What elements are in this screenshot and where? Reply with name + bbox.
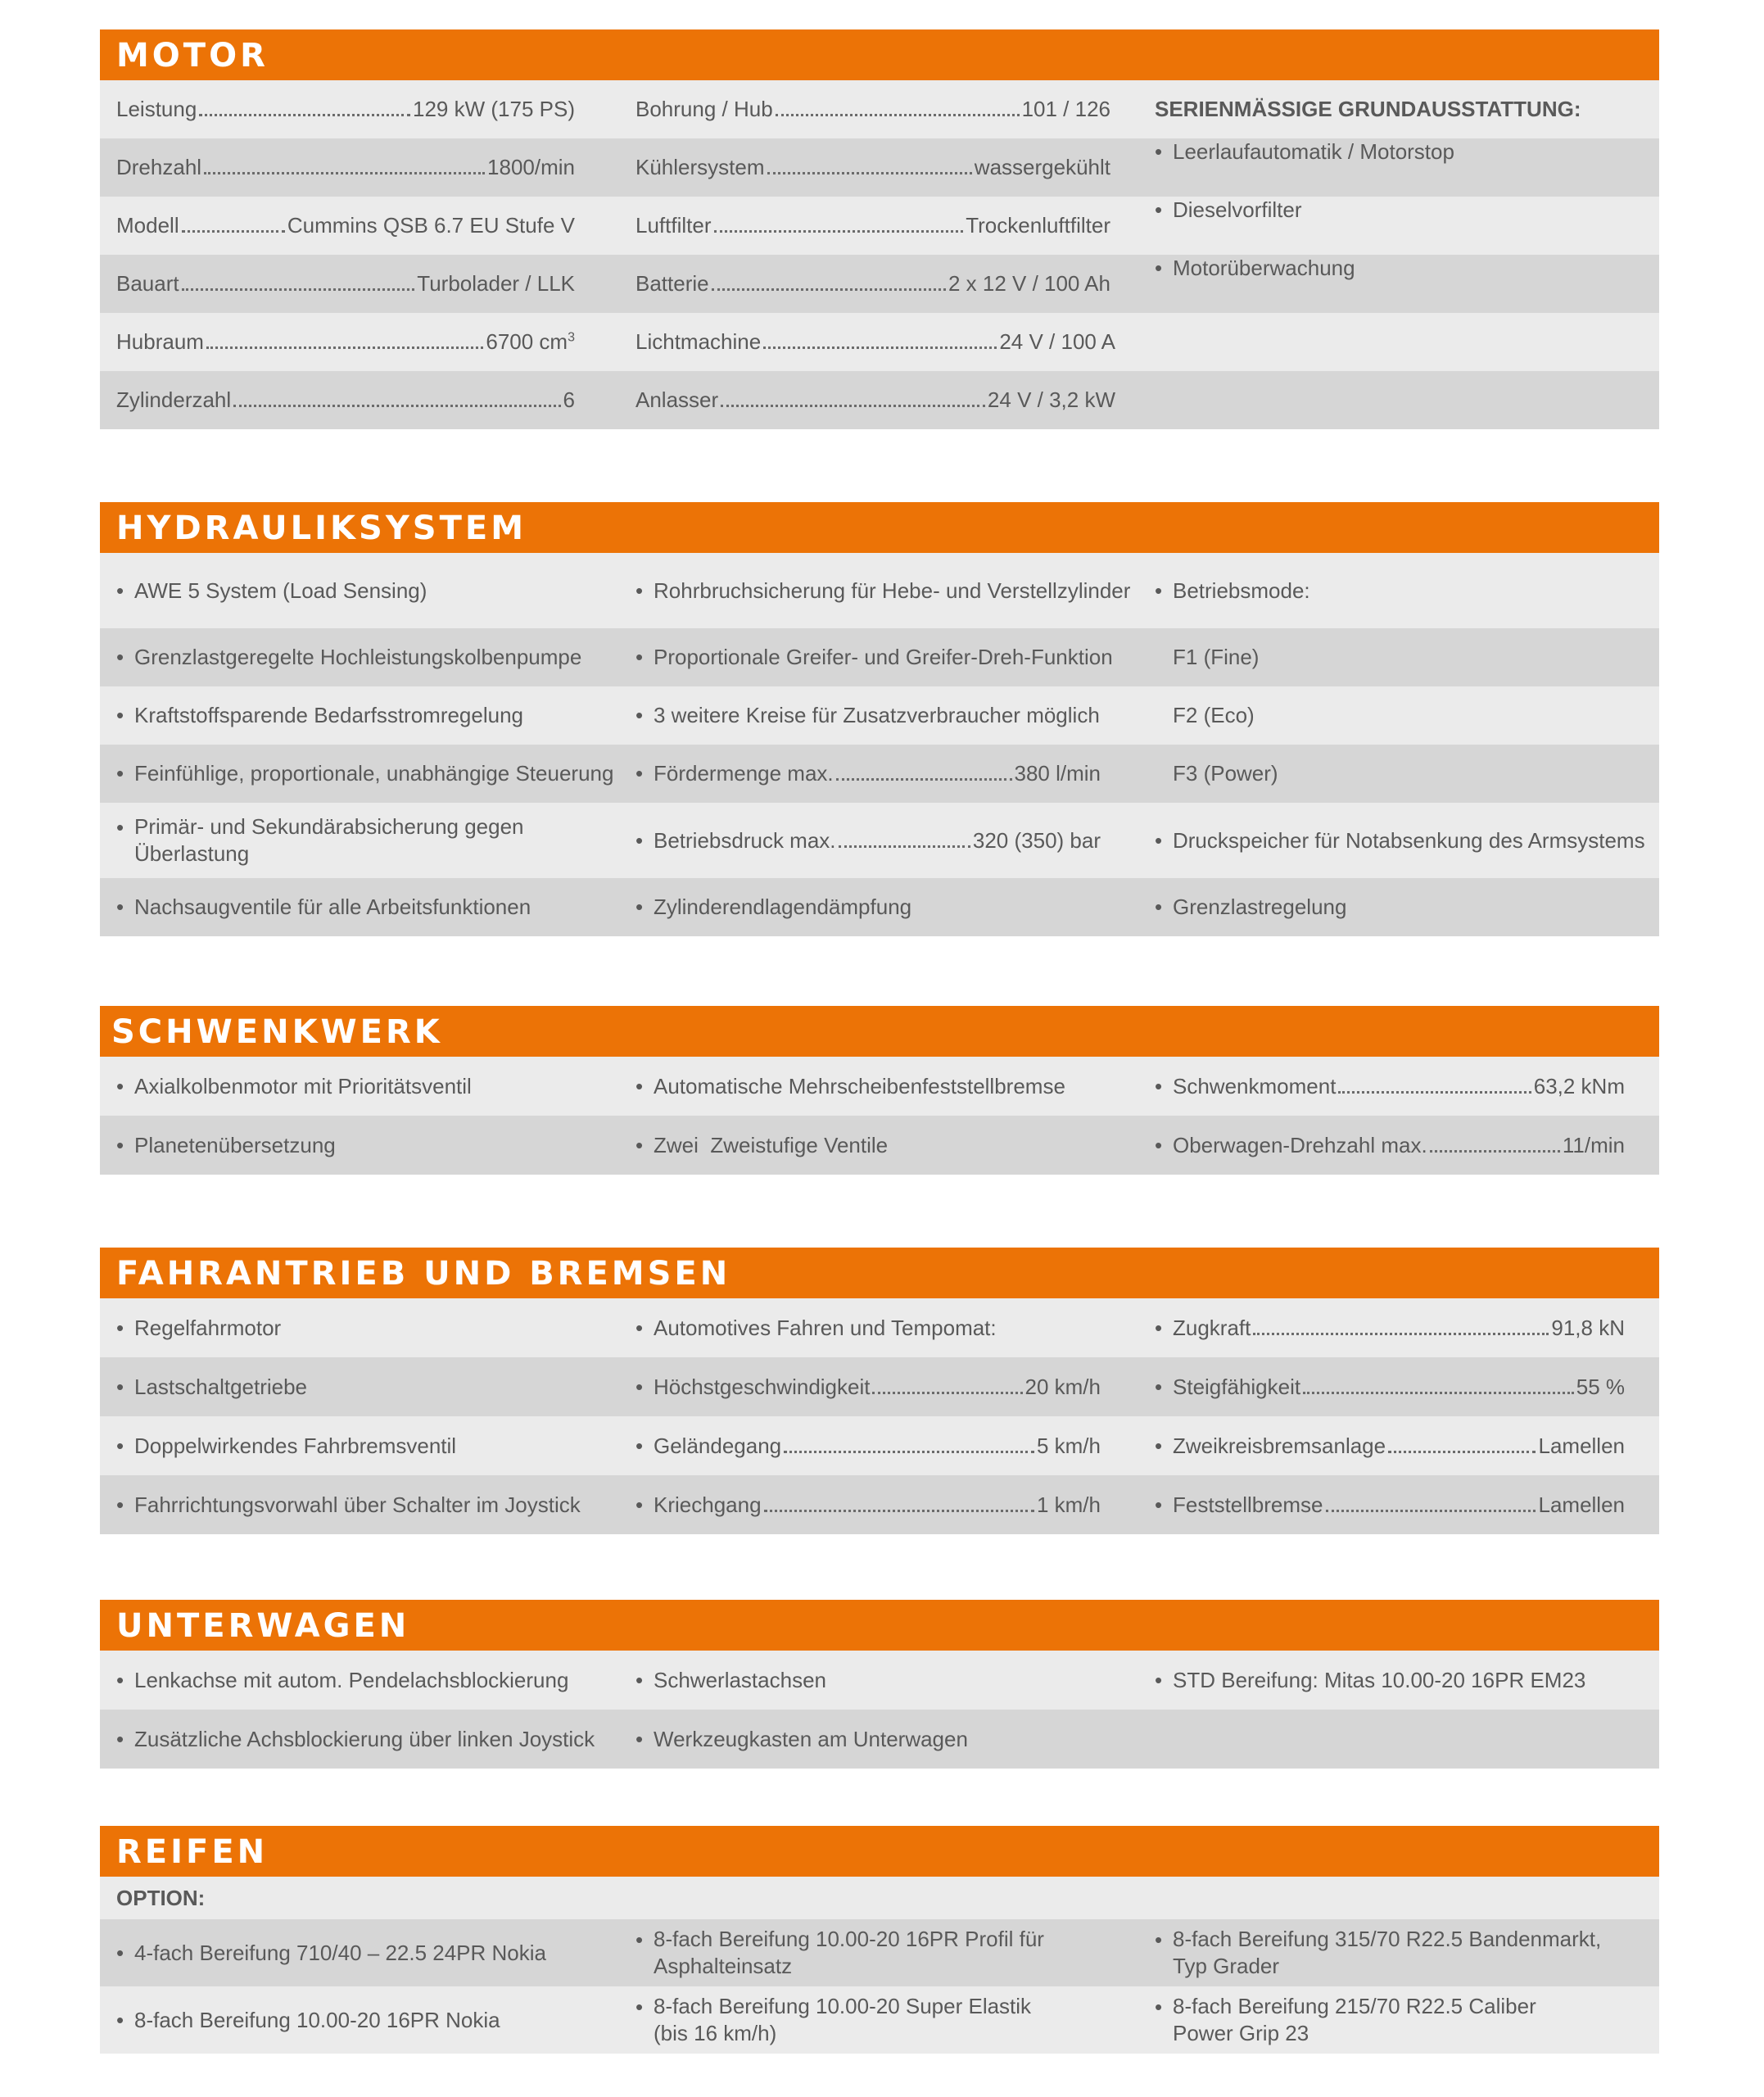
spec-value: 63,2 kNm (1533, 1073, 1625, 1098)
bullet-icon: • (116, 2007, 124, 2032)
spec-item (619, 371, 1138, 429)
bullet-icon: • (1155, 1927, 1163, 1952)
item-text: Zylinderendlagendämpfung (654, 895, 912, 919)
bullet-icon: • (635, 827, 644, 853)
bullet-icon: • (116, 1433, 124, 1458)
spec-label: Geländegang (654, 1433, 782, 1458)
item-text: Schwerlastachsen (654, 1667, 826, 1692)
list-item (100, 553, 619, 628)
spec-label: Feststellbremse (1173, 1492, 1323, 1517)
item-text: STD Bereifung: Mitas 10.00-20 16PR EM23 (1173, 1667, 1586, 1692)
bullet-icon: • (1155, 1433, 1163, 1458)
bullet-icon: • (1155, 1995, 1163, 2019)
mode-item: F3 (Power) (1173, 761, 1278, 786)
dot-leader (182, 230, 285, 233)
dot-leader (776, 114, 1020, 116)
section-title: REIFEN (100, 1826, 1659, 1877)
section-hydraulik (100, 502, 1659, 936)
bullet-icon: • (635, 1073, 644, 1098)
spec-item (1138, 1298, 1659, 1357)
spec-label: Anlasser (635, 387, 719, 412)
bullet-icon: • (635, 1995, 644, 2019)
spec-value: 380 l/min (1014, 761, 1101, 786)
spec-value: 55 % (1576, 1374, 1625, 1399)
spec-label: Hubraum (116, 329, 204, 354)
spec-value: Lamellen (1538, 1492, 1625, 1517)
spec-item (619, 197, 1138, 255)
spec-item (1138, 1116, 1659, 1175)
item-text: 8-fach Bereifung 215/70 R22.5 Caliber Power Grip 23 (1173, 1994, 1536, 2045)
section-title: HYDRAULIKSYSTEM (100, 502, 1659, 553)
section-title: UNTERWAGEN (100, 1600, 1659, 1651)
bullet-icon: • (635, 1374, 644, 1399)
section-title: SCHWENKWERK (100, 1006, 1659, 1057)
bullet-icon: • (635, 1726, 644, 1751)
spec-item (100, 138, 619, 197)
dot-leader (721, 405, 985, 407)
section-title: MOTOR (100, 29, 1659, 80)
spec-row (100, 1116, 1659, 1175)
spec-row (100, 628, 1659, 686)
dot-leader (1338, 1091, 1531, 1094)
bullet-icon: • (635, 1132, 644, 1157)
bullet-icon: • (1155, 1374, 1163, 1399)
list-item (619, 1986, 1138, 2054)
bullet-icon: • (116, 1073, 124, 1098)
spec-row (100, 371, 1659, 429)
item-text: 4-fach Bereifung 710/40 – 22.5 24PR Nokia (134, 1940, 547, 1965)
bullet-icon: • (635, 1667, 644, 1692)
list-item (100, 1357, 619, 1416)
dot-leader (1303, 1392, 1574, 1394)
spec-item (100, 255, 619, 313)
bullet-icon: • (116, 1374, 124, 1399)
bullet-icon: • (116, 1667, 124, 1692)
spec-label: Bauart (116, 271, 179, 296)
spec-label: Betriebsdruck max. (654, 827, 836, 853)
section-schwenkwerk (100, 1006, 1659, 1175)
list-item (619, 1710, 1138, 1769)
item-text: AWE 5 System (Load Sensing) (134, 577, 427, 603)
list-item (619, 553, 1138, 628)
bullet-icon: • (116, 703, 124, 727)
list-item (1138, 878, 1659, 936)
bullet-icon: • (1155, 1073, 1163, 1098)
item-text: Betriebsmode: (1173, 577, 1310, 603)
list-item (100, 1057, 619, 1116)
spec-label: Kriechgang (654, 1492, 762, 1517)
item-text: Rohrbruchsicherung für Hebe- und Verstellzylinder (654, 577, 1131, 603)
standard-equipment-heading: SERIENMÄSSIGE GRUNDAUSSTATTUNG: (1155, 97, 1581, 121)
spec-row (100, 1416, 1659, 1475)
item-text: Planetenübersetzung (134, 1132, 336, 1157)
spec-value: 1800/min (487, 155, 575, 179)
item-text: Primär- und Sekundärabsicherung gegen Überlastung (134, 814, 524, 866)
spec-value: Cummins QSB 6.7 EU Stufe V (287, 213, 575, 238)
bullet-icon: • (116, 1315, 124, 1340)
item-text: Automatische Mehrscheibenfeststellbremse (654, 1073, 1065, 1098)
option-row (100, 1877, 1659, 1919)
spec-label: Kühlersystem (635, 155, 765, 179)
spec-label: Steigfähigkeit (1173, 1374, 1301, 1399)
bullet-icon: • (1155, 139, 1163, 164)
mode-item: F1 (Fine) (1173, 645, 1260, 669)
spec-value: 24 V / 3,2 kW (987, 387, 1115, 412)
list-item (619, 1651, 1138, 1710)
bullet-icon: • (635, 645, 644, 669)
spec-label: Luftfilter (635, 213, 712, 238)
list-item (100, 1475, 619, 1534)
spec-value: Turbolader / LLK (417, 271, 575, 296)
list-item (100, 1416, 619, 1475)
spec-item (619, 745, 1138, 803)
item-text: Feinfühlige, proportionale, unabhängige Steuerung (134, 761, 614, 786)
spec-value: 91,8 kN (1551, 1315, 1625, 1340)
spec-row (100, 745, 1659, 803)
bullet-icon: • (1155, 1667, 1163, 1692)
item-text: Proportionale Greifer- und Greifer-Dreh-Funktion (654, 645, 1113, 669)
section-fahrantrieb (100, 1248, 1659, 1534)
dot-leader (182, 288, 415, 291)
empty-cell (1138, 1710, 1659, 1769)
bullet-icon: • (635, 1315, 644, 1340)
dot-leader (206, 346, 483, 349)
spec-row (100, 1057, 1659, 1116)
list-item (619, 1057, 1138, 1116)
section-title: FAHRANTRIEB UND BREMSEN (100, 1248, 1659, 1298)
bullet-icon: • (1155, 895, 1163, 919)
dot-leader (204, 172, 485, 174)
list-item (100, 1298, 619, 1357)
dot-leader (712, 288, 946, 291)
bullet-icon: • (116, 1492, 124, 1517)
list-item (1138, 803, 1659, 878)
spec-row (100, 1919, 1659, 1986)
spec-row (100, 553, 1659, 628)
empty-cell (1138, 371, 1659, 429)
spec-label: Zylinderzahl (116, 387, 232, 412)
spec-value: Trockenluftfilter (966, 213, 1110, 238)
spec-label: Zugkraft (1173, 1315, 1251, 1340)
item-text: Fahrrichtungsvorwahl über Schalter im Joystick (134, 1492, 581, 1517)
spec-item (619, 803, 1138, 878)
spec-row (100, 686, 1659, 745)
section-motor (100, 29, 1659, 429)
bullet-icon: • (116, 1132, 124, 1157)
spec-row (100, 197, 1659, 255)
spec-label: Fördermenge max. (654, 761, 834, 786)
bullet-icon: • (1155, 256, 1163, 280)
spec-item (1138, 1416, 1659, 1475)
spec-item (1138, 1057, 1659, 1116)
bullet-icon: • (116, 895, 124, 919)
spec-label: Bohrung / Hub (635, 97, 773, 121)
item-text: 8-fach Bereifung 10.00-20 Super Elastik (bis 16 km/h) (654, 1994, 1032, 2045)
item-text: 8-fach Bereifung 10.00-20 16PR Nokia (134, 2007, 500, 2032)
spec-row (100, 255, 1659, 313)
item-text: Doppelwirkendes Fahrbremsventil (134, 1433, 457, 1458)
dot-leader (836, 778, 1012, 781)
item-text: Nachsaugventile für alle Arbeitsfunktionen (134, 895, 531, 919)
spec-value: 11/min (1562, 1132, 1625, 1157)
bullet-icon: • (116, 815, 124, 840)
item-text: Automotives Fahren und Tempomat: (654, 1315, 997, 1340)
dot-leader (1430, 1150, 1560, 1153)
spec-label: Schwenkmoment (1173, 1073, 1337, 1098)
spec-row (100, 1710, 1659, 1769)
spec-row (100, 313, 1659, 371)
spec-label: Modell (116, 213, 179, 238)
item-text: 8-fach Bereifung 10.00-20 16PR Profil für Asphalteinsatz (654, 1927, 1044, 1978)
list-item (619, 1116, 1138, 1175)
item-text: Zusätzliche Achsblockierung über linken Joystick (134, 1726, 595, 1751)
item-text: Regelfahrmotor (134, 1315, 282, 1340)
bullet-icon: • (1155, 1315, 1163, 1340)
spec-row (100, 803, 1659, 878)
list-item (1138, 1651, 1659, 1710)
list-item (100, 1116, 619, 1175)
dot-leader (1388, 1451, 1536, 1453)
bullet-icon: • (635, 761, 644, 786)
spec-item (100, 313, 619, 371)
spec-item (619, 313, 1138, 371)
spec-value: 5 km/h (1036, 1433, 1101, 1458)
spec-label: Drehzahl (116, 155, 202, 179)
dot-leader (199, 114, 410, 116)
list-item (100, 1651, 619, 1710)
dot-leader (764, 1510, 1034, 1512)
dot-leader (1326, 1510, 1536, 1512)
list-item (619, 878, 1138, 936)
list-item (100, 1710, 619, 1769)
spec-item (619, 255, 1138, 313)
item-text: Lastschaltgetriebe (134, 1374, 308, 1399)
dot-leader (784, 1451, 1034, 1453)
dot-leader (714, 230, 964, 233)
spec-row (100, 138, 1659, 197)
bullet-icon: • (635, 577, 644, 603)
option-label: OPTION: (116, 1885, 206, 1910)
list-item (100, 878, 619, 936)
item-text: 3 weitere Kreise für Zusatzverbraucher möglich (654, 703, 1100, 727)
spec-value: Lamellen (1538, 1433, 1625, 1458)
empty-cell (1138, 313, 1659, 371)
list-item (1138, 255, 1659, 313)
spec-item (100, 371, 619, 429)
dot-leader (767, 172, 972, 174)
bullet-icon: • (116, 645, 124, 669)
spec-item (619, 1416, 1138, 1475)
bullet-icon: • (116, 1940, 124, 1965)
bullet-icon: • (1155, 577, 1163, 603)
item-text: Dieselvorfilter (1173, 197, 1302, 222)
superscript: 3 (568, 330, 575, 345)
spec-item (100, 80, 619, 138)
section-unterwagen (100, 1600, 1659, 1769)
section-reifen (100, 1826, 1659, 2054)
list-item (1138, 553, 1659, 628)
spec-value: 320 (350) bar (972, 827, 1101, 853)
mode-item: F2 (Eco) (1173, 703, 1255, 727)
spec-value: wassergekühlt (974, 155, 1110, 179)
item-text: Grenzlastgeregelte Hochleistungskolbenpumpe (134, 645, 582, 669)
item-text: Zwei Zweistufige Ventile (654, 1132, 889, 1157)
list-item (619, 1298, 1138, 1357)
spec-label: Leistung (116, 97, 197, 121)
spec-value: 20 km/h (1024, 1374, 1101, 1399)
spec-label: Lichtmachine (635, 329, 762, 354)
spec-item (100, 197, 619, 255)
spec-value: 129 kW (175 PS) (413, 97, 575, 121)
list-item (100, 803, 619, 878)
list-item (100, 1919, 619, 1986)
spec-value: 6 (563, 387, 575, 412)
spec-label: Zweikreisbremsanlage (1173, 1433, 1386, 1458)
list-item (100, 745, 619, 803)
item-text: Grenzlastregelung (1173, 895, 1347, 919)
spec-value: 101 / 126 (1021, 97, 1110, 121)
item-text: 8-fach Bereifung 315/70 R22.5 Bandenmarkt, Typ Grader (1173, 1927, 1602, 1978)
bullet-icon: • (116, 577, 124, 603)
bullet-icon: • (1155, 1492, 1163, 1517)
bullet-icon: • (635, 1492, 644, 1517)
spec-item (619, 1357, 1138, 1416)
spec-item (1138, 1357, 1659, 1416)
item-text: Druckspeicher für Notabsenkung des Armsystems (1173, 827, 1645, 853)
list-item (1138, 1919, 1659, 1986)
list-item (100, 628, 619, 686)
spec-row (100, 1986, 1659, 2054)
spec-value: 24 V / 100 A (999, 329, 1115, 354)
spec-value: 1 km/h (1036, 1492, 1101, 1517)
bullet-icon: • (635, 1927, 644, 1952)
spec-row (100, 1651, 1659, 1710)
item-text: Leerlaufautomatik / Motorstop (1173, 139, 1454, 164)
bullet-icon: • (116, 1726, 124, 1751)
spec-label: Oberwagen-Drehzahl max. (1173, 1132, 1427, 1157)
dot-leader (233, 405, 560, 407)
list-item (619, 1919, 1138, 1986)
spec-row (100, 1298, 1659, 1357)
spec-value: 2 x 12 V / 100 Ah (948, 271, 1110, 296)
item-text: Lenkachse mit autom. Pendelachsblockierung (134, 1667, 569, 1692)
list-item (100, 686, 619, 745)
list-item (1138, 197, 1659, 255)
list-item (100, 1986, 619, 2054)
spec-item (619, 80, 1138, 138)
item-text: Kraftstoffsparende Bedarfsstromregelung (134, 703, 524, 727)
list-item (1138, 1986, 1659, 2054)
bullet-icon: • (116, 761, 124, 786)
spec-item (1138, 1475, 1659, 1534)
bullet-icon: • (1155, 197, 1163, 222)
list-item (619, 686, 1138, 745)
bullet-icon: • (1155, 1132, 1163, 1157)
spec-row (100, 878, 1659, 936)
item-text: Werkzeugkasten am Unterwagen (654, 1726, 968, 1751)
bullet-icon: • (1155, 827, 1163, 853)
spec-row (100, 80, 1659, 138)
item-text: Motorüberwachung (1173, 256, 1355, 280)
list-item (619, 628, 1138, 686)
spec-row (100, 1475, 1659, 1534)
dot-leader (763, 346, 997, 349)
bullet-icon: • (635, 1433, 644, 1458)
dot-leader (1253, 1333, 1549, 1335)
spec-row (100, 1357, 1659, 1416)
dot-leader (839, 845, 970, 848)
bullet-icon: • (635, 703, 644, 727)
spec-item (619, 138, 1138, 197)
item-text: Axialkolbenmotor mit Prioritätsventil (134, 1073, 472, 1098)
dot-leader (872, 1392, 1022, 1394)
spec-value: 6700 $cm^3$ (486, 329, 575, 354)
bullet-icon: • (635, 895, 644, 919)
spec-label: Höchstgeschwindigkeit (654, 1374, 871, 1399)
spec-label: Batterie (635, 271, 709, 296)
list-item (1138, 138, 1659, 197)
spec-item (619, 1475, 1138, 1534)
